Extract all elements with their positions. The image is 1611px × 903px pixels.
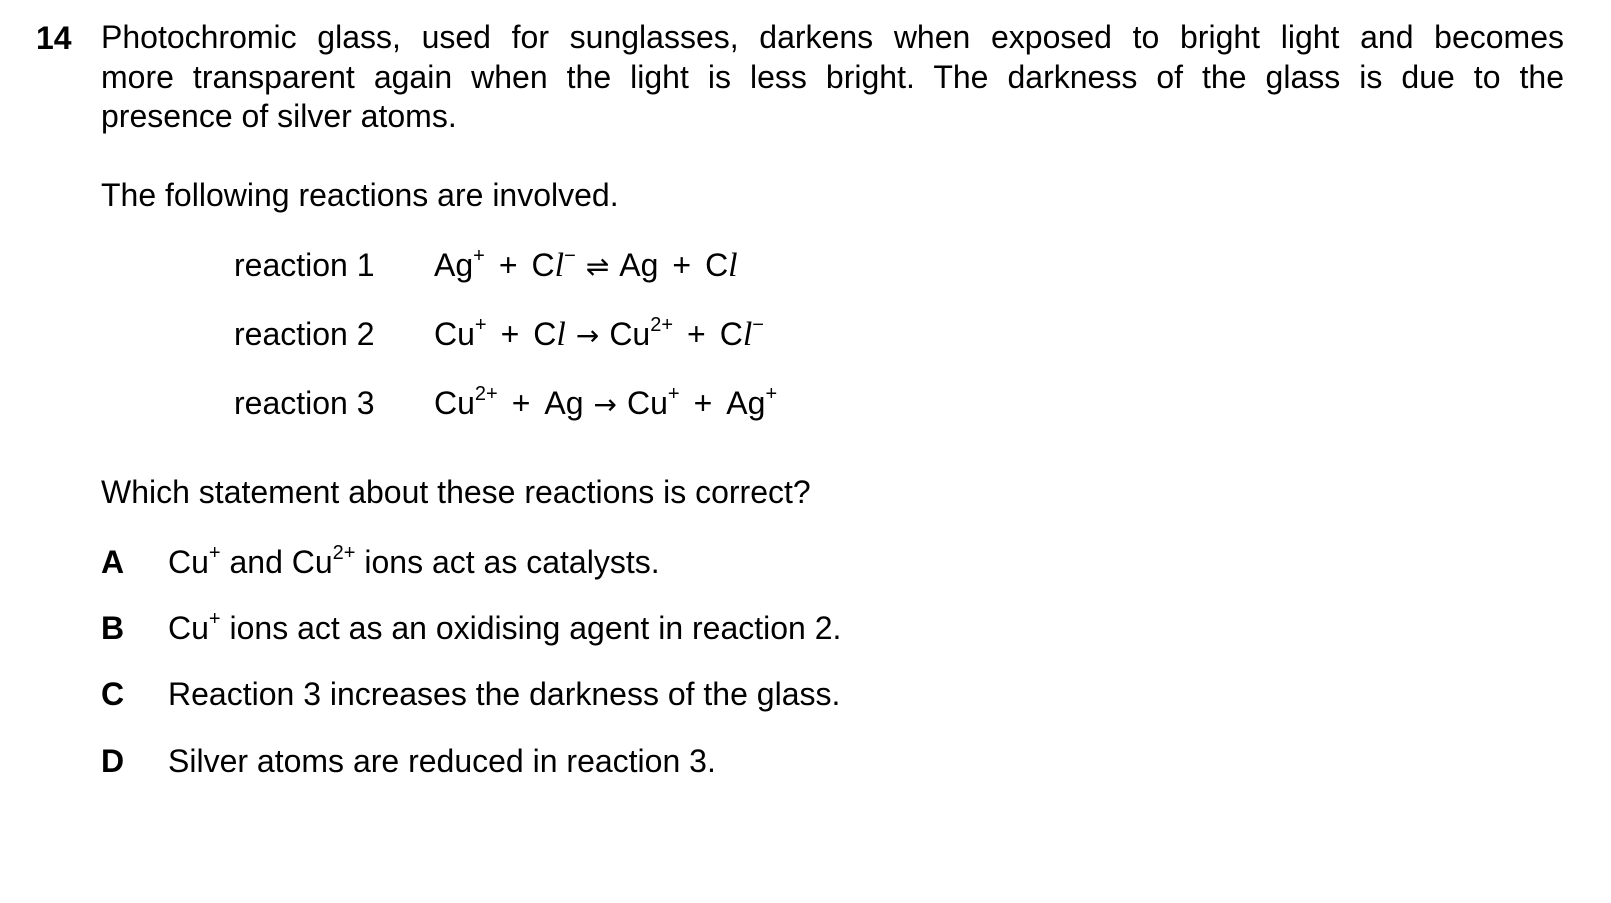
species-italic-l: l bbox=[728, 247, 738, 284]
reaction-3 bbox=[234, 381, 777, 425]
species: Cu bbox=[627, 385, 668, 421]
option-c[interactable] bbox=[101, 674, 840, 714]
species-italic-l: l bbox=[556, 316, 566, 353]
species: Cu bbox=[609, 316, 651, 352]
reaction-label: reaction 1 bbox=[234, 247, 375, 283]
charge: 2+ bbox=[474, 383, 498, 406]
plus-sign: + bbox=[511, 385, 531, 421]
charge: + bbox=[765, 383, 778, 406]
plus-sign: + bbox=[693, 385, 713, 421]
question-number: 14 bbox=[36, 20, 72, 56]
option-a[interactable] bbox=[101, 542, 660, 582]
species-italic-l: l bbox=[554, 247, 565, 284]
species: Ag bbox=[434, 247, 474, 283]
species: Ag bbox=[726, 385, 766, 421]
stem-line-3: presence of silver atoms. bbox=[101, 98, 457, 134]
reaction-2 bbox=[234, 312, 764, 356]
option-letter: B bbox=[101, 610, 125, 646]
option-b[interactable] bbox=[101, 608, 841, 648]
option-text: Cu+ and $Cu^{2+}$ ions act as catalysts. bbox=[168, 542, 660, 580]
reaction-equation bbox=[434, 312, 764, 358]
charge: 2+ bbox=[650, 314, 674, 337]
reaction-label: reaction 2 bbox=[234, 316, 375, 352]
plus-sign: + bbox=[672, 247, 692, 283]
charge: − bbox=[564, 245, 576, 268]
reaction-equation bbox=[434, 381, 777, 427]
plus-sign: + bbox=[498, 247, 518, 283]
question-stem bbox=[101, 18, 1564, 137]
species: Cu bbox=[434, 385, 475, 421]
species: Ag bbox=[619, 247, 659, 283]
right-arrow-icon: → bbox=[575, 319, 600, 352]
reaction-equation bbox=[434, 243, 738, 289]
option-text: Cu+ ions act as an oxidising agent in reaction 2. bbox=[168, 608, 842, 646]
option-text: Silver atoms are reduced in reaction 3. bbox=[168, 743, 716, 779]
species: C bbox=[719, 316, 743, 352]
option-letter: D bbox=[101, 743, 125, 779]
species: C bbox=[533, 316, 557, 352]
charge: − bbox=[752, 314, 764, 337]
reaction-1 bbox=[234, 243, 738, 287]
species: C bbox=[531, 247, 555, 283]
species-italic-l: l bbox=[742, 316, 753, 353]
equilibrium-arrow-icon: ⇌ bbox=[585, 250, 610, 283]
species: Ag bbox=[544, 385, 584, 421]
charge: + bbox=[667, 383, 680, 406]
plus-sign: + bbox=[687, 316, 706, 352]
right-arrow-icon: → bbox=[593, 388, 618, 421]
stem-line-2: more transparent again when the light is less bright. The darkness of the glass is due to the bbox=[101, 58, 1564, 95]
charge: + bbox=[473, 245, 485, 268]
charge: + bbox=[474, 314, 487, 337]
reactions-intro: The following reactions are involved. bbox=[101, 177, 619, 213]
option-letter: C bbox=[101, 676, 125, 712]
species: Cu bbox=[434, 316, 475, 352]
option-letter: A bbox=[101, 544, 125, 580]
option-d[interactable] bbox=[101, 741, 716, 781]
species: C bbox=[705, 247, 729, 283]
stem-line-1: Photochromic glass, used for sunglasses, darkens when exposed to bright light and becomes bbox=[101, 19, 1564, 55]
question-prompt: Which statement about these reactions is correct? bbox=[101, 474, 811, 510]
option-text: Reaction 3 increases the darkness of the glass. bbox=[168, 676, 841, 712]
reaction-label: reaction 3 bbox=[234, 385, 375, 421]
plus-sign: + bbox=[500, 316, 520, 352]
